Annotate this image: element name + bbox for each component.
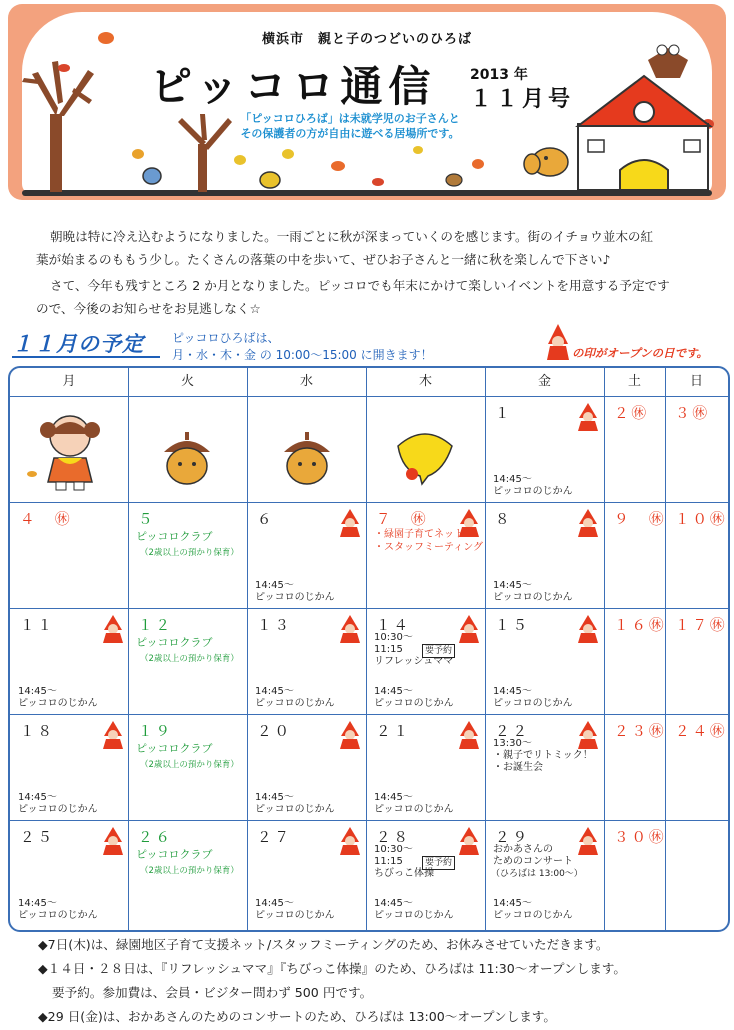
day-number: １０㊡: [675, 512, 728, 528]
jikan-label: ピッコロのじかん: [374, 804, 454, 815]
grid-line: [10, 502, 728, 503]
day-number: １４: [376, 618, 411, 634]
gnome-open-day-icon: [575, 720, 601, 750]
acorn-icon: [143, 168, 462, 188]
day-number: ２㊡: [614, 406, 649, 422]
acorn-character-icon: [160, 430, 214, 494]
jikan-label: ピッコロのじかん: [255, 804, 335, 815]
jikan-label: ピッコロのじかん: [493, 592, 573, 603]
day-number: ６: [257, 512, 275, 528]
day-number: １３: [257, 618, 292, 634]
day-header-wed: 水: [299, 374, 313, 389]
day-number: １９: [138, 724, 173, 740]
concert-label-2: ためのコンサート: [493, 856, 573, 867]
opening-hours-line-2: 月・水・木・金 の 10:00～15:00 に開きます！: [172, 348, 433, 362]
legend-text: の印がオープンの日です。: [572, 346, 709, 360]
intro-line-2: 葉が始まるのももう少し。たくさんの落葉の中を歩いて、ぜひお子さんと一緒に秋を楽しんで下さい♪: [36, 252, 611, 267]
club-label: ピッコロクラブ: [136, 530, 213, 543]
jikan-time: 14:45～: [18, 686, 57, 697]
jikan-time: 14:45～: [255, 686, 294, 697]
day-number: ２１: [376, 724, 411, 740]
day-number: ２９: [495, 830, 530, 846]
jikan-label: ピッコロのじかん: [18, 804, 98, 815]
jikan-time: 14:45～: [374, 898, 413, 909]
header-banner: [8, 4, 726, 200]
gnome-open-day-icon: [575, 614, 601, 644]
jikan-label: ピッコロのじかん: [374, 910, 454, 921]
club-label: ピッコロクラブ: [136, 636, 213, 649]
jikan-time: 14:45～: [374, 686, 413, 697]
day-number: １６㊡: [614, 618, 667, 634]
concert-label-3: （ひろばは 13:00～）: [491, 869, 583, 879]
jikan-time: 14:45～: [255, 792, 294, 803]
event-time-end: 11:15: [374, 644, 403, 655]
jikan-label: ピッコロのじかん: [493, 910, 573, 921]
day-number: ２０: [257, 724, 292, 740]
grid-line: [10, 820, 728, 821]
day-number: ２４㊡: [675, 724, 728, 740]
day-header-sat: 土: [627, 374, 641, 389]
day-number: ２３㊡: [614, 724, 667, 740]
staff-meeting-note-1: ・緑園子育てネット: [374, 529, 464, 540]
day-number: １８: [20, 724, 55, 740]
opening-hours-line-1: ピッコロひろばは、: [172, 331, 280, 345]
event-time-start: 10:30～: [374, 844, 413, 855]
jikan-time: 14:45～: [493, 474, 532, 485]
jikan-label: ピッコロのじかん: [18, 698, 98, 709]
note-3: 要予約。参加費は、会員・ビジター問わず 500 円です。: [52, 985, 373, 1000]
day-number: ２７: [257, 830, 292, 846]
care-label: （2歳以上の預かり保育）: [140, 548, 239, 558]
jikan-time: 14:45～: [255, 580, 294, 591]
organization-name: 横浜市 親と子のつどいのひろば: [261, 32, 472, 47]
note-2: ◆１４日・２８日は、『リフレッシュママ』『ちびっこ体操』のため、ひろばは 11:30～オープンします。: [38, 961, 626, 976]
day-header-tue: 火: [180, 374, 194, 389]
day-number: ９ ㊡: [614, 512, 667, 528]
jikan-time: 14:45～: [493, 898, 532, 909]
jikan-time: 14:45～: [18, 898, 57, 909]
gnome-open-day-icon: [456, 720, 482, 750]
squirrel-icon: [524, 148, 568, 176]
intro-line-4: ので、今後のお知らせをお見逃しなく☆: [36, 301, 261, 316]
day-number: １: [495, 406, 513, 422]
refresh-mama-label: リフレッシュママ: [374, 656, 454, 667]
gnome-open-day-icon: [100, 826, 126, 856]
acorn-character-icon: [280, 430, 334, 494]
day-number: ４ ㊡: [20, 512, 73, 528]
calendar-grid: [8, 366, 730, 932]
jikan-time: 14:45～: [493, 686, 532, 697]
jikan-time: 14:45～: [18, 792, 57, 803]
grid-line: [604, 368, 605, 930]
newsletter-title: ピッコロ通信: [150, 62, 437, 111]
day-number: ７ ㊡: [376, 512, 429, 528]
day-number: ２８: [376, 830, 411, 846]
concert-label-1: おかあさんの: [493, 844, 553, 855]
issue-year: 2013 年: [470, 67, 528, 83]
event-time-end: 11:15: [374, 856, 403, 867]
grid-line: [247, 368, 248, 930]
day-number: １７㊡: [675, 618, 728, 634]
care-label: （2歳以上の預かり保育）: [140, 866, 239, 876]
jikan-label: ピッコロのじかん: [18, 910, 98, 921]
school-house-icon: [578, 76, 710, 190]
issue-month: １１月号: [470, 87, 575, 112]
gnome-open-day-icon: [337, 508, 363, 538]
gnome-open-day-icon: [100, 720, 126, 750]
gnome-open-day-icon: [337, 826, 363, 856]
jikan-label: ピッコロのじかん: [255, 592, 335, 603]
jikan-label: ピッコロのじかん: [493, 698, 573, 709]
day-number: ８: [495, 512, 513, 528]
jikan-label: ピッコロのじかん: [255, 698, 335, 709]
schedule-title: １１月の予定: [12, 332, 144, 356]
ginkgo-leaf-icon: [392, 426, 458, 486]
grid-line: [366, 368, 367, 930]
care-label: （2歳以上の預かり保育）: [140, 654, 239, 664]
grid-line: [485, 368, 486, 930]
day-number: ３㊡: [675, 406, 710, 422]
reservation-badge: 要予約: [422, 856, 455, 870]
day-header-thu: 木: [418, 374, 432, 389]
jikan-time: 14:45～: [374, 792, 413, 803]
gnome-open-day-icon: [337, 720, 363, 750]
care-label: （2歳以上の預かり保育）: [140, 760, 239, 770]
gnome-open-day-icon: [456, 614, 482, 644]
grid-line: [10, 714, 728, 715]
day-number: ３０㊡: [614, 830, 667, 846]
day-header-sun: 日: [689, 374, 703, 389]
gnome-open-day-icon: [544, 322, 572, 362]
jikan-time: 14:45～: [493, 580, 532, 591]
jikan-label: ピッコロのじかん: [493, 486, 573, 497]
jikan-time: 14:45～: [255, 898, 294, 909]
gnome-open-day-icon: [337, 614, 363, 644]
bare-tree-icon: [22, 61, 94, 192]
girl-illustration-icon: [18, 406, 118, 496]
event-time-start: 10:30～: [374, 632, 413, 643]
gnome-open-day-icon: [575, 402, 601, 432]
day-number: ２５: [20, 830, 55, 846]
gnome-open-day-icon: [456, 826, 482, 856]
rhythmic-label: ・親子でリトミック！: [493, 750, 593, 761]
jikan-label: ピッコロのじかん: [374, 698, 454, 709]
note-1: ◆7日(木)は、緑園地区子育て支援ネット/スタッフミーティングのため、お休みさせていただきます。: [38, 937, 609, 952]
day-number: ５: [138, 512, 156, 528]
grid-line: [128, 368, 129, 930]
schedule-title-underline: [12, 356, 160, 358]
rhythmic-time: 13:30～: [493, 738, 532, 749]
chibikko-label: ちびっこ体操: [374, 868, 434, 879]
grid-line: [10, 608, 728, 609]
intro-line-1: 朝晩は特に冷え込むようになりました。一雨ごとに秋が深まっていくのを感じます。街のイチョウ並木の紅: [50, 229, 654, 244]
day-number: １５: [495, 618, 530, 634]
birthday-label: ・お誕生会: [493, 762, 543, 773]
note-4: ◆29 日(金)は、おかあさんのためのコンサートのため、ひろばは 13:00～オープンします。: [38, 1009, 556, 1024]
club-label: ピッコロクラブ: [136, 848, 213, 861]
day-number: ２２: [495, 724, 530, 740]
grid-line: [10, 396, 728, 397]
description-line-2: その保護者の方が自由に遊べる居場所です。: [240, 127, 460, 140]
club-label: ピッコロクラブ: [136, 742, 213, 755]
gnome-open-day-icon: [575, 826, 601, 856]
staff-meeting-note-2: ・スタッフミーティング: [374, 542, 483, 553]
day-number: １２: [138, 618, 173, 634]
day-number: １１: [20, 618, 55, 634]
owl-icon: [648, 45, 688, 78]
day-number: ２６: [138, 830, 173, 846]
gnome-open-day-icon: [575, 508, 601, 538]
day-header-mon: 月: [62, 374, 76, 389]
description-line-1: 「ピッコロひろば」は未就学児のお子さんと: [240, 112, 460, 125]
reservation-badge: 要予約: [422, 644, 455, 658]
jikan-label: ピッコロのじかん: [255, 910, 335, 921]
intro-line-3: さて、今年も残すところ 2 か月となりました。ピッコロでも年末にかけて楽しいイベントを用意する予定です: [50, 278, 670, 293]
day-header-fri: 金: [537, 374, 551, 389]
gnome-open-day-icon: [100, 614, 126, 644]
